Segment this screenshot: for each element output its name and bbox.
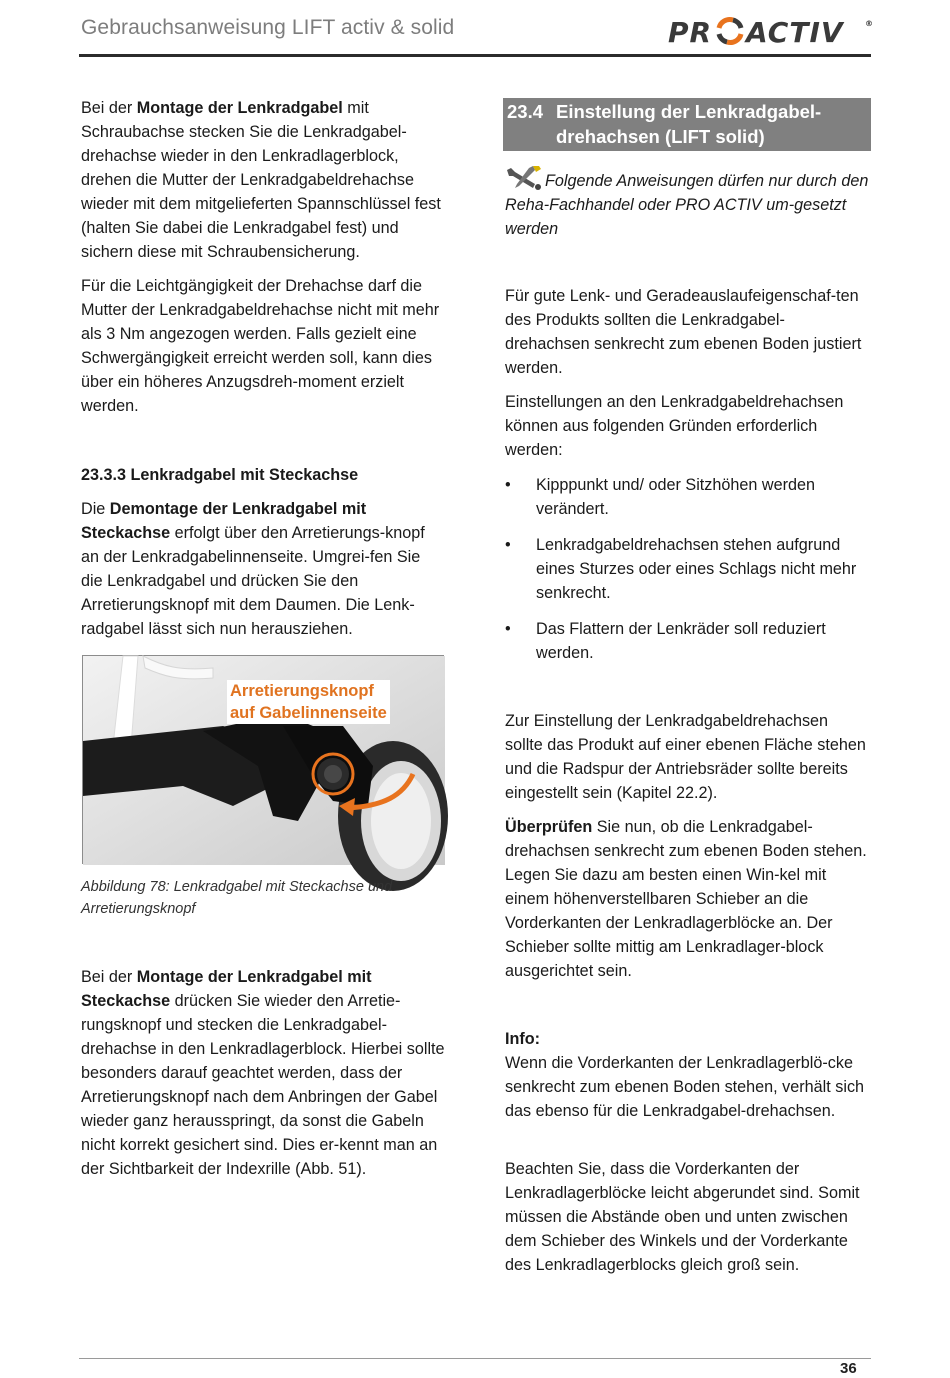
callout-line-1: Arretierungsknopf	[230, 682, 374, 700]
reason-list	[505, 473, 869, 677]
wrench-screwdriver-icon	[505, 166, 543, 190]
left-paragraph-2	[81, 274, 445, 418]
right-paragraph-1	[505, 284, 869, 380]
info-label: Info:	[505, 1030, 541, 1048]
paragraph-text: Für gute Lenk- und Geradeauslaufeigenschaf-ten des Produkts sollten die Lenkradgabel-drehachsen senkrecht zum ebenen Boden justiert werden.	[505, 287, 862, 377]
bullet-icon: •	[505, 476, 511, 494]
list-item-text: Das Flattern der Lenkräder soll reduziert werden.	[536, 620, 826, 662]
paragraph-text: Zur Einstellung der Lenkradgabeldrehachsen sollte das Produkt auf einer ebenen Fläche stehen und die Radspur der Antriebsräder sollte bereits eingestellt sein (Kapitel 22.2).	[505, 712, 866, 802]
svg-text:®: ®	[865, 19, 874, 28]
bold-text: Demontage der Lenkradgabel mit Steckachse	[81, 500, 367, 542]
list-item-text: Kipppunkt und/ oder Sitzhöhen werden verändert.	[536, 476, 815, 518]
left-paragraph-1	[81, 96, 445, 264]
figure-photo	[82, 655, 444, 864]
left-paragraph-4	[81, 965, 445, 1181]
paragraph-text: Einstellungen an den Lenkradgabeldrehachsen können aus folgenden Gründen erforderlich werden:	[505, 393, 844, 459]
right-paragraph-5	[505, 1157, 869, 1277]
right-paragraph-3	[505, 709, 869, 805]
footer-divider	[79, 1358, 871, 1359]
svg-text:PR: PR	[668, 16, 713, 49]
callout-line-2: auf Gabelinnenseite	[230, 704, 387, 722]
list-item	[505, 473, 869, 521]
figure-callout-label	[227, 680, 390, 724]
text-run: Sie nun, ob die Lenkradgabel-drehachsen senkrecht zum ebenen Boden stehen. Legen Sie dazu am besten einen Win-kel mit einem höhenverstellbaren Schieber an die Vorderkanten der Lenkradlagerblöcke an. Der Schieber sollte mittig am Lenkradlager-block ausgerichtet sein.	[505, 818, 867, 980]
text-run: erfolgt über den Arretierungs-knopf an der Lenkradgabelinnenseite. Umgrei-fen Sie die Lenkradgabel und drücken Sie den Arretierungsknopf mit dem Daumen. Die Lenk-radgabel lässt sich nun herausziehen.	[81, 524, 425, 638]
text-run: drücken Sie wieder den Arretie-rungsknopf und stecken die Lenkradgabel-drehachse in den Lenkradlagerblock. Hierbei sollte besonders darauf geachtet werden, dass der Arretierungsknopf nach dem Anbringen der Gabel wieder ganz herausspringt, da sonst die Gabeln nicht korrekt gesichert sind. Dies er-kennt man an der Sichtbarkeit der Indexrille (Abb. 51).	[81, 992, 445, 1178]
pro-activ-logo	[668, 14, 873, 50]
text-run: Bei der	[81, 99, 137, 117]
tool-note-text: Folgende Anweisungen dürfen nur durch den Reha-Fachhandel oder PRO ACTIV um-gesetzt werden	[505, 172, 869, 238]
header-divider	[79, 54, 871, 57]
figure-caption: Abbildung 78: Lenkradgabel mit Steckachse und Arretierungsknopf	[81, 879, 393, 917]
info-block	[505, 1027, 869, 1123]
bold-text: Überprüfen	[505, 818, 593, 836]
section-number: 23.4	[507, 101, 544, 122]
list-item	[505, 617, 869, 665]
text-run: Bei der	[81, 968, 137, 986]
svg-text:ACTIV: ACTIV	[746, 16, 844, 49]
right-paragraph-2	[505, 390, 869, 462]
info-text: Wenn die Vorderkanten der Lenkradlagerblö-cke senkrecht zum ebenen Boden stehen, verhält sich das ebenso für die Lenkradgabel-drehachsen.	[505, 1054, 865, 1120]
bold-text: Montage der Lenkradgabel mit Steckachse	[81, 968, 372, 1010]
section-heading-bar	[503, 98, 871, 151]
bold-text: Montage der Lenkradgabel	[136, 99, 343, 117]
text-run: Die	[81, 500, 110, 518]
page-number: 36	[840, 1360, 857, 1377]
document-title: Gebrauchsanweisung LIFT activ & solid	[81, 16, 455, 39]
bullet-icon: •	[505, 620, 511, 638]
right-paragraph-4	[505, 815, 869, 983]
list-item-text: Lenkradgabeldrehachsen stehen aufgrund eines Sturzes oder eines Schlags nicht mehr senkrecht.	[536, 536, 857, 602]
section-title: Einstellung der Lenkradgabel-drehachsen (LIFT solid)	[556, 101, 822, 147]
bullet-icon: •	[505, 536, 511, 554]
tool-note	[505, 166, 869, 241]
left-paragraph-3	[81, 497, 445, 641]
paragraph-text: Für die Leichtgängigkeit der Drehachse darf die Mutter der Lenkradgabeldrehachse nicht mit mehr als 3 Nm angezogen werden. Falls gezielt eine Schwergängigkeit erreicht werden soll, kann dies über ein höheres Anzugsdreh-moment erzielt werden.	[81, 277, 440, 415]
list-item	[505, 533, 869, 605]
subsection-heading: 23.3.3 Lenkradgabel mit Steckachse	[81, 466, 359, 484]
text-run: mit Schraubachse stecken Sie die Lenkradgabel-drehachse wieder in den Lenkradlagerblock, drehen die Mutter der Lenkradgabeldrehachse wieder mit dem mitgelieferten Spannschlüssel fest (halten Sie dabei die Lenkradgabel fest) und sichern diese mit Schraubensicherung.	[81, 99, 441, 261]
paragraph-text: Beachten Sie, dass die Vorderkanten der Lenkradlagerblöcke leicht abgerundet sind. Somit müssen die Abstände oben und unten zwischen dem Schieber des Winkels und der Vorderkante des Lenkradlagerblocks gleich groß sein.	[505, 1160, 860, 1274]
